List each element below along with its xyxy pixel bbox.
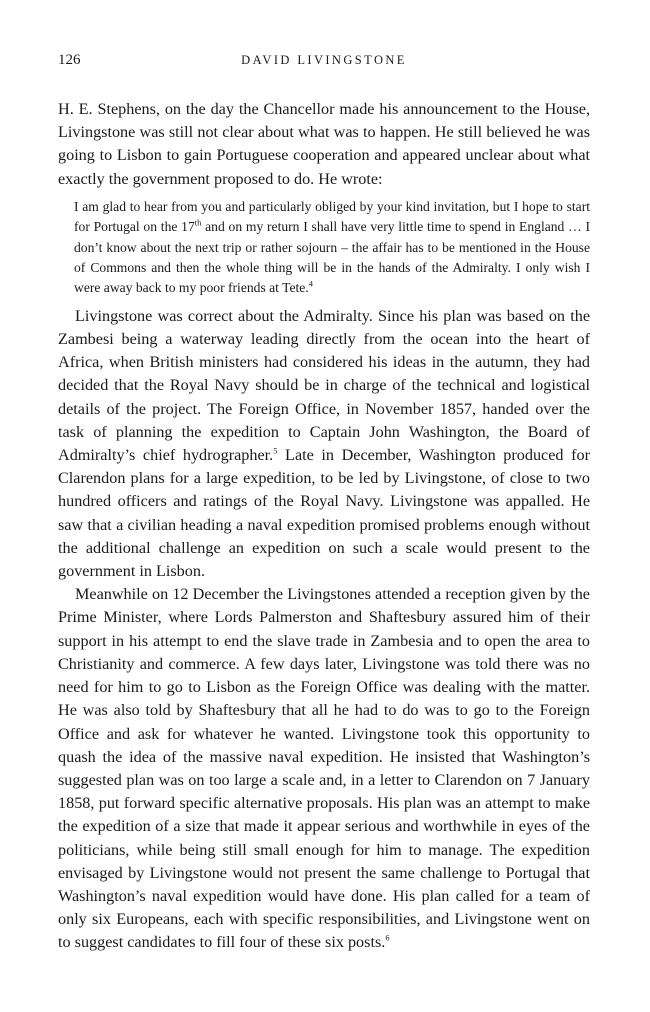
book-page [58,52,590,955]
running-title: DAVID LIVINGSTONE [241,53,407,67]
running-head [58,52,590,74]
ordinal-superscript: th [194,217,202,228]
paragraph-continued: H. E. Stephens, on the day the Chancellor made his announcement to the House, Livingstone was still not clear about what was to happen. He still believed he was going to Lisbon to gain Portuguese cooperation and appeared unclear about what exactly the government proposed to do. He wrote: [58,100,590,188]
footnote-ref: 5 [273,445,278,456]
footnote-ref: 6 [385,932,390,943]
paragraph: Livingstone was correct about the Admiralty. Since his plan was based on the Zambesi being a waterway leading directly from the ocean into the heart of Africa, when British ministers had considered his ideas in the autumn, they had decided that the Royal Navy should be in charge of the technical and logistical details of the project. The Foreign Office, in November 1857, handed over the task of planning the expedition to Captain John Washington, the Board of Admiralty’s chief hydrographer.$^5$ Late in December, Washington produced for Clarendon plans for a large expedition, to be led by Livingstone, of close to two hundred officers and ratings of the Royal Navy. Livingstone was appalled. He saw that a civilian heading a naval expedition promised problems enough without the additional challenge an expedition on such a scale would present to the government in Lisbon. [58,306,590,581]
body-text [58,98,590,955]
page-number: 126 [58,52,81,68]
paragraph: Meanwhile on 12 December the Livingstones attended a reception given by the Prime Minister, where Lords Palmerston and Shaftesbury assured him of their support in his attempt to end the slave trade in Zambesia and to open the area to Christianity and commerce. A few days later, Livingstone was told there was no need for him to go to Lisbon as the Foreign Office was dealing with the matter. He was also told by Shaftesbury that all he had to do was to go to the Foreign Office and ask for whatever he wanted. Livingstone took this opportunity to quash the idea of the massive naval expedition. He insisted that Washington’s suggested plan was on too large a scale and, in a letter to Clarendon on 7 January 1858, put forward specific alternative proposals. His plan was an attempt to make the expedition of a size that made it appear serious and worthwhile in eyes of the politicians, while being still small enough for him to manage. The expedition envisaged by Livingstone would not present the same challenge to Portugal that Washington’s naval expedition would have done. His plan called for a team of only six Europeans, each with specific responsibilities, and Livingstone went on to suggest candidates to fill four of these six posts.$^6$ [58,585,590,952]
footnote-ref: 4 [308,278,313,289]
block-quote: I am glad to hear from you and particularly obliged by your kind invitation, but I hope to start for Portugal on the 17th and on my return I shall have very little time to spend in England … I don’t know about the next trip or rather sojourn – the affair has to be mentioned in the House of Commons and then the whole thing will be in the hands of the Admiralty. I only wish I were away back to my poor friends at Tete.$^4$ [74,198,590,296]
